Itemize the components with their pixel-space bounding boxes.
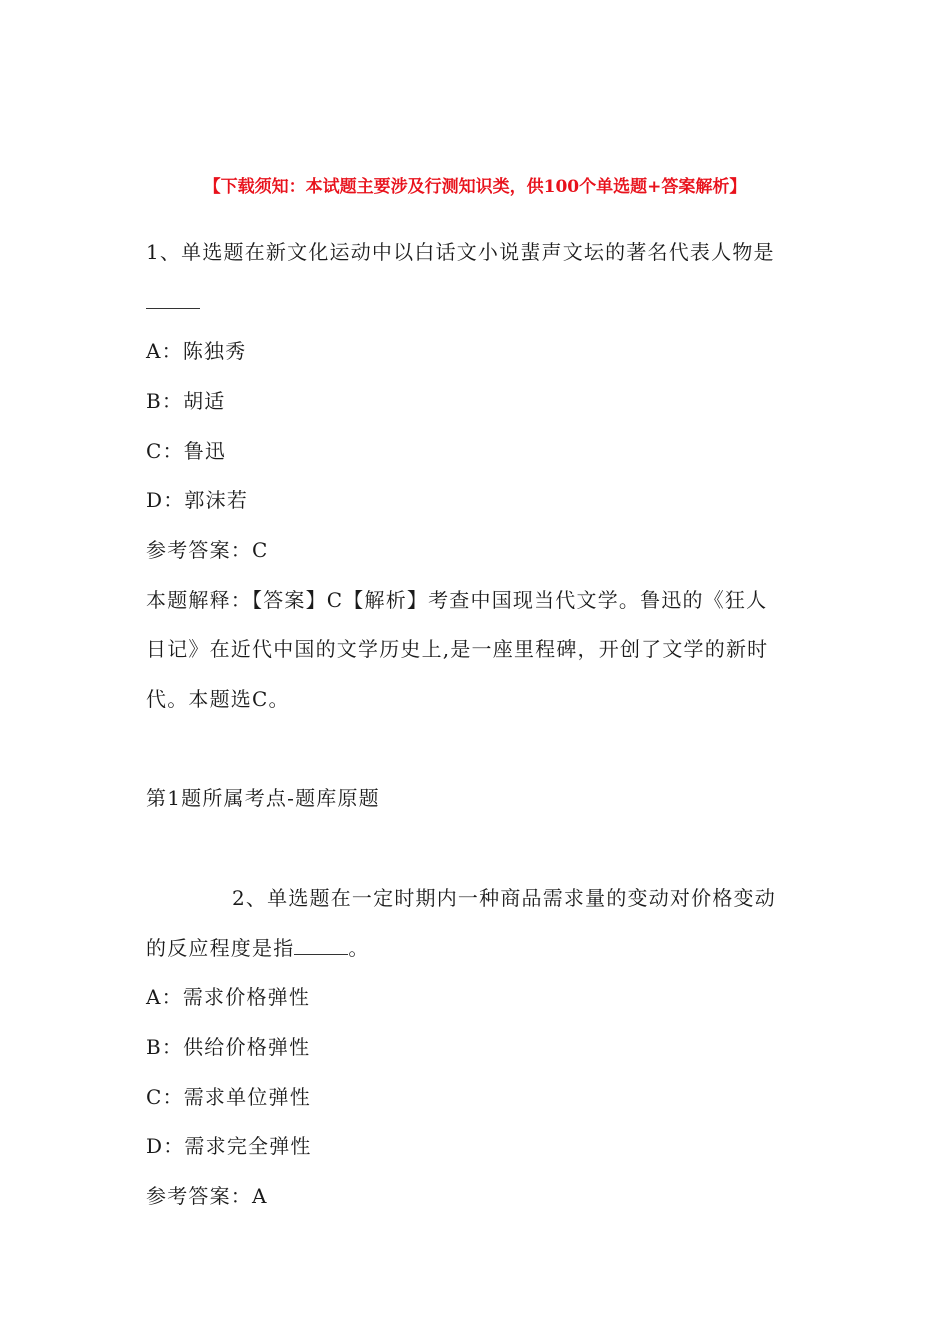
q2-stem-prefix: 的反应程度是指 bbox=[146, 936, 295, 960]
q1-explanation-line-1: 本题解释：【答案】C【解析】考查中国现当代文学。鲁迅的《狂人 bbox=[146, 588, 768, 612]
q2-option-a: A：需求价格弹性 bbox=[146, 985, 311, 1009]
q1-option-d: D：郭沫若 bbox=[146, 488, 249, 512]
q2-stem-suffix: 。 bbox=[348, 936, 370, 960]
q2-stem-line-2 bbox=[146, 933, 370, 963]
q2-answer-blank bbox=[294, 936, 348, 955]
q1-option-a: A：陈独秀 bbox=[146, 339, 247, 363]
q1-explanation-line-2: 日记》在近代中国的文学历史上,是一座里程碑，开创了文学的新时 bbox=[146, 637, 769, 661]
q1-option-b: B：胡适 bbox=[146, 389, 226, 413]
download-notice: 【下载须知：本试题主要涉及行测知识类，供100个单选题+答案解析】 bbox=[203, 177, 747, 197]
q2-stem: 2、单选题在一定时期内一种商品需求量的变动对价格变动 bbox=[232, 886, 776, 910]
q2-option-b: B：供给价格弹性 bbox=[146, 1035, 311, 1059]
q1-stem: 1、单选题在新文化运动中以白话文小说蜚声文坛的著名代表人物是 bbox=[146, 240, 775, 264]
q1-topic: 第1题所属考点-题库原题 bbox=[146, 786, 380, 810]
q1-answer-blank bbox=[146, 287, 200, 317]
q1-explanation-line-3: 代。本题选C。 bbox=[146, 687, 290, 711]
q1-option-c: C：鲁迅 bbox=[146, 439, 227, 463]
q2-option-c: C：需求单位弹性 bbox=[146, 1085, 311, 1109]
q2-option-d: D：需求完全弹性 bbox=[146, 1134, 312, 1158]
q2-answer: 参考答案：A bbox=[146, 1184, 268, 1208]
q1-answer: 参考答案：C bbox=[146, 538, 269, 562]
